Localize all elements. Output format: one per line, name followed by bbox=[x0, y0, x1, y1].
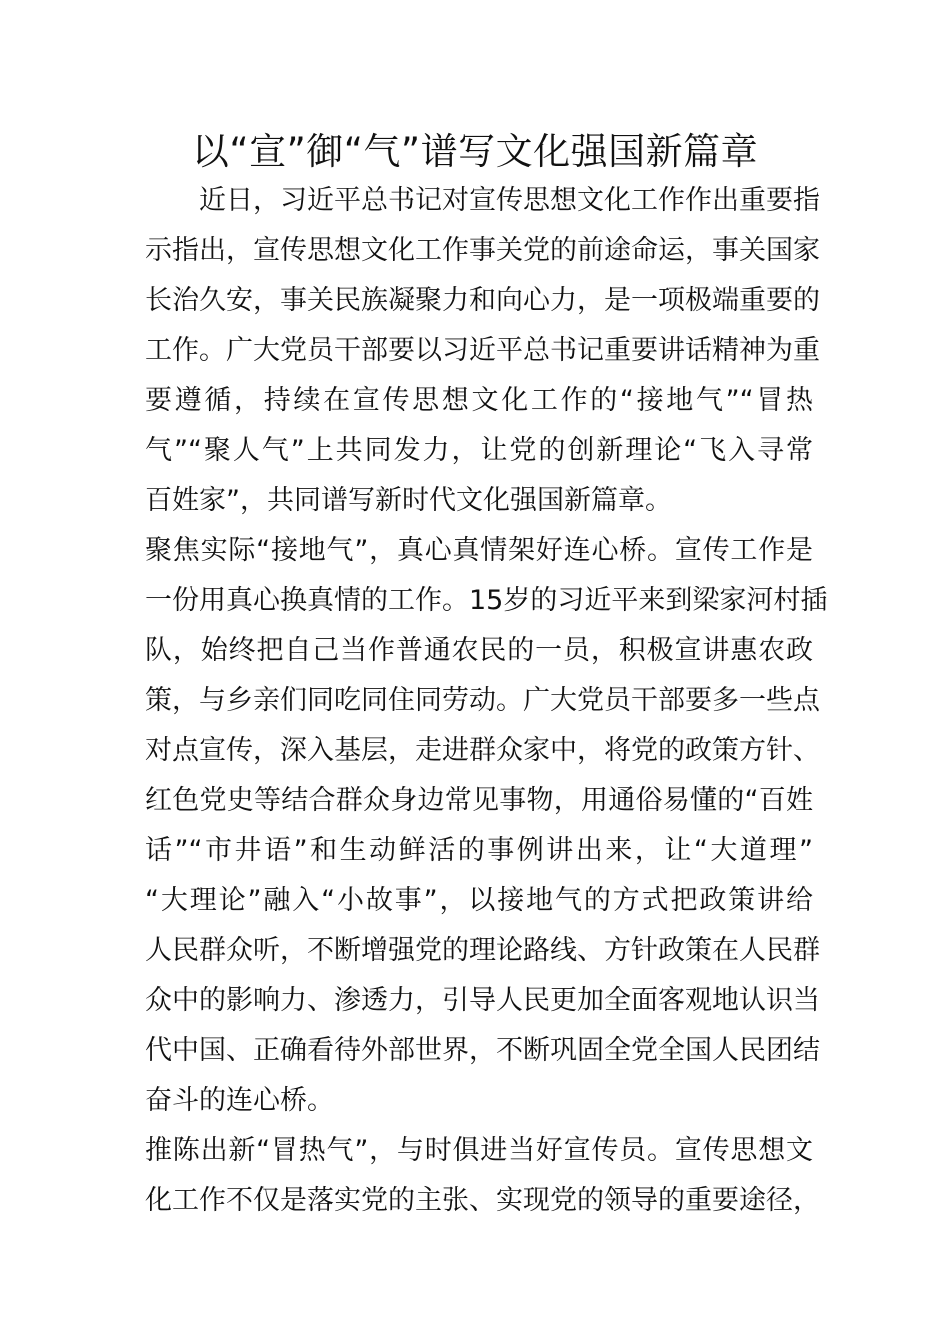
text-line: 众中的影响力、渗透力，引导人民更加全面客观地认识当 bbox=[145, 985, 820, 1016]
text-line: 对点宣传，深入基层，走进群众家中，将党的政策方针、 bbox=[145, 735, 820, 766]
text-line: 奋斗的连心桥。 bbox=[145, 1085, 334, 1116]
text-line: 策，与乡亲们同吃同住同劳动。广大党员干部要多一些点 bbox=[145, 685, 820, 716]
text-line: 百姓家”，共同谱写新时代文化强国新篇章。 bbox=[145, 485, 672, 516]
text-line: 长治久安，事关民族凝聚力和向心力，是一项极端重要的 bbox=[145, 285, 820, 316]
text-line: 队，始终把自己当作普通农民的一员，积极宣讲惠农政 bbox=[145, 635, 813, 666]
document-title: 以“宣”御“气”谱写文化强国新篇章 bbox=[191, 130, 759, 173]
text-line: 人民群众听，不断增强党的理论路线、方针政策在人民群 bbox=[145, 935, 820, 966]
text-line: 话”“市井语”和生动鲜活的事例讲出来，让“大道理” bbox=[145, 835, 813, 866]
text-line: 推陈出新“冒热气”，与时俱进当好宣传员。宣传思想文 bbox=[145, 1135, 813, 1166]
text-line: 红色党史等结合群众身边常见事物，用通俗易懂的“百姓 bbox=[145, 785, 813, 816]
paragraph-2 bbox=[145, 526, 828, 1126]
text-line: 代中国、正确看待外部世界，不断巩固全党全国人民团结 bbox=[145, 1035, 820, 1066]
text-line: 近日，习近平总书记对宣传思想文化工作作出重要指 bbox=[145, 185, 820, 216]
text-line: 要遵循，持续在宣传思想文化工作的“接地气”“冒热 bbox=[145, 385, 813, 416]
text-line: 化工作不仅是落实党的主张、实现党的领导的重要途径， bbox=[145, 1185, 820, 1216]
text-line: 示指出，宣传思想文化工作事关党的前途命运，事关国家 bbox=[145, 235, 820, 266]
document-body bbox=[145, 176, 828, 1226]
paragraph-1 bbox=[145, 176, 820, 526]
text-line: 工作。广大党员干部要以习近平总书记重要讲话精神为重 bbox=[145, 335, 820, 366]
text-line: 聚焦实际“接地气”，真心真情架好连心桥。宣传工作是 bbox=[145, 535, 813, 566]
text-line: 气”“聚人气”上共同发力，让党的创新理论“飞入寻常 bbox=[145, 435, 813, 466]
text-line: “大理论”融入“小故事”，以接地气的方式把政策讲给 bbox=[145, 885, 813, 916]
paragraph-3 bbox=[145, 1126, 820, 1226]
text-line: 一份用真心换真情的工作。15岁的习近平来到梁家河村插 bbox=[145, 585, 828, 616]
